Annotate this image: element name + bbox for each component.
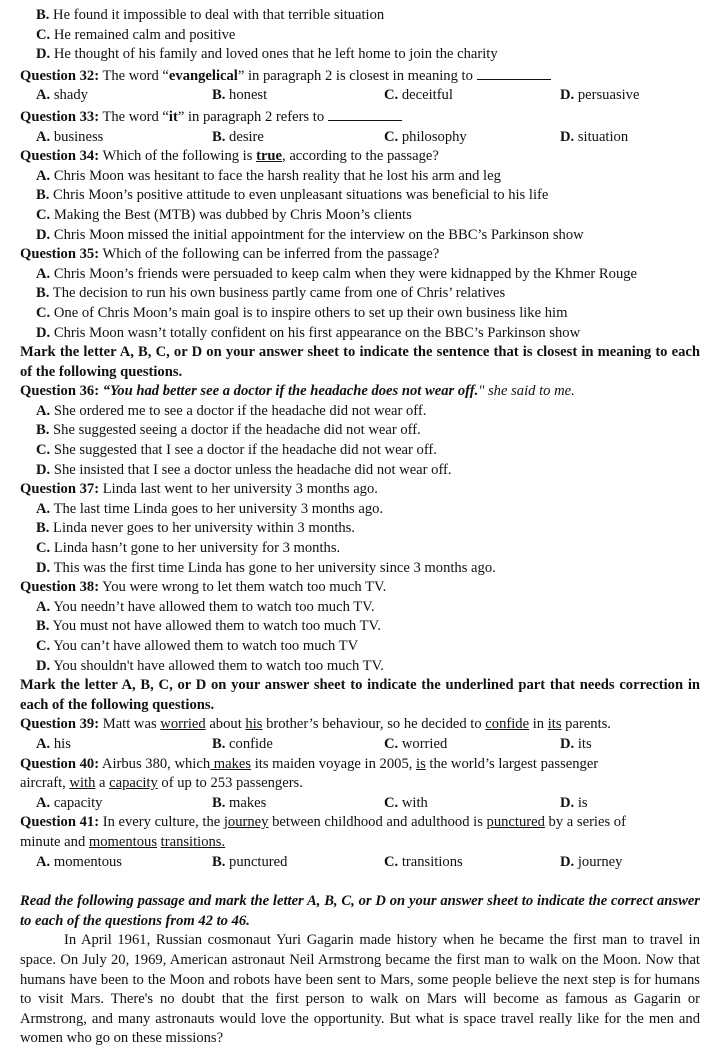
- q39-option-d[interactable]: D. its: [560, 735, 592, 752]
- reading-passage: In April 1961, Russian cosmonaut Yuri Gagarin made history when he became the first man to travel in space. On July 20, 1969, American astronaut Neil Armstrong became the first man to walk on the Moon. Now that humans have been to the Moon and robots have been sent to Mars, some people believe the next step is for humans to visit Mars. There's no doubt that the first person to walk on Mars will become as famous as Gagarin or Armstrong, and many astronauts would love the opportunity. But what is space travel really like for the men and women who go on these missions?: [20, 932, 700, 1047]
- q39-option-b[interactable]: B. confide: [212, 735, 273, 752]
- q37-option-b[interactable]: B. Linda never goes to her university within 3 months.: [36, 520, 356, 537]
- q39-option-c[interactable]: C. worried: [384, 735, 448, 752]
- q37-option-c[interactable]: C. Linda hasn’t gone to her university for 3 months.: [36, 540, 341, 557]
- question-39: [20, 715, 700, 754]
- q35-option-a[interactable]: A. Chris Moon’s friends were persuaded to keep calm when they were kidnapped by the Khmer Rouge: [36, 265, 638, 282]
- q33-option-a[interactable]: A. business: [36, 128, 104, 145]
- q32-options: [20, 86, 700, 106]
- q35-option-d[interactable]: D. Chris Moon wasn’t totally confident on his first appearance on the BBC’s Parkinson show: [36, 324, 581, 341]
- instruction-error-correction: Mark the letter A, B, C, or D on your answer sheet to indicate the underlined part that needs correction in each of the following questions.: [20, 677, 700, 713]
- q38-stem: Question 38: You were wrong to let them watch too much TV.: [20, 579, 387, 596]
- q32-option-d[interactable]: D. persuasive: [560, 87, 640, 104]
- q38-option-a[interactable]: A. You needn’t have allowed them to watch too much TV.: [36, 598, 375, 615]
- answer-blank: [328, 106, 402, 121]
- q31-options: [20, 6, 700, 65]
- q36-option-c[interactable]: C. She suggested that I see a doctor if the headache did not wear off.: [36, 442, 437, 459]
- q34-option-c[interactable]: C. Making the Best (MTB) was dubbed by Chris Moon’s clients: [36, 206, 412, 223]
- q34-option-b[interactable]: B. Chris Moon’s positive attitude to even unpleasant situations was beneficial to his life: [36, 187, 549, 204]
- q37-option-d[interactable]: D. This was the first time Linda has gone to her university since 3 months ago.: [36, 559, 496, 576]
- q41-stem-line1: Question 41: In every culture, the journey between childhood and adulthood is punctured by a series of: [20, 814, 626, 831]
- question-38: [20, 578, 700, 676]
- q41-option-d[interactable]: D. journey: [560, 853, 623, 870]
- q36-option-b[interactable]: B. She suggested seeing a doctor if the headache did not wear off.: [36, 422, 421, 439]
- q41-options: [20, 853, 700, 873]
- q37-stem: Question 37: Linda last went to her university 3 months ago.: [20, 481, 378, 498]
- q34-option-d[interactable]: D. Chris Moon missed the initial appointment for the interview on the BBC’s Parkinson show: [36, 226, 584, 243]
- q34-stem: Question 34: Which of the following is true, according to the passage?: [20, 148, 439, 165]
- q33-option-d[interactable]: D. situation: [560, 128, 629, 145]
- q40-option-a[interactable]: A. capacity: [36, 794, 103, 811]
- q33-option-b[interactable]: B. desire: [212, 128, 264, 145]
- q40-stem-line2: aircraft, with a capacity of up to 253 passengers.: [20, 775, 303, 792]
- q33-stem: Question 33: The word “it” in paragraph 2 refers to: [20, 106, 700, 128]
- q35-stem: Question 35: Which of the following can be inferred from the passage?: [20, 246, 440, 263]
- question-32: [20, 65, 700, 106]
- instruction-reading-passage: Read the following passage and mark the letter A, B, C, or D on your answer sheet to indicate the correct answer to each of the questions from 42 to 46.: [20, 893, 700, 929]
- q39-options: [20, 735, 700, 755]
- q40-option-c[interactable]: C. with: [384, 794, 428, 811]
- instruction-closest-meaning: Mark the letter A, B, C, or D on your answer sheet to indicate the sentence that is closest in meaning to each of the following questions.: [20, 344, 700, 380]
- q36-option-a[interactable]: A. She ordered me to see a doctor if the headache did not wear off.: [36, 402, 427, 419]
- q33-options: [20, 128, 700, 148]
- q36-stem: Question 36: “You had better see a doctor if the headache does not wear off." she said to me.: [20, 383, 575, 400]
- question-36: [20, 382, 700, 480]
- q32-option-c[interactable]: C. deceitful: [384, 87, 453, 104]
- q40-stem-line1: Question 40: Airbus 380, which makes its maiden voyage in 2005, is the world’s largest passenger: [20, 755, 599, 772]
- question-37: [20, 480, 700, 578]
- q39-stem: Question 39: Matt was worried about his brother’s behaviour, so he decided to confide in its parents.: [20, 716, 611, 733]
- q32-stem: Question 32: The word “evangelical” in paragraph 2 is closest in meaning to: [20, 65, 700, 87]
- question-40: [20, 755, 700, 814]
- question-41: [20, 813, 700, 872]
- q37-option-a[interactable]: A. The last time Linda goes to her university 3 months ago.: [36, 500, 384, 517]
- q39-option-a[interactable]: A. his: [36, 735, 71, 752]
- spacer: [20, 872, 700, 892]
- q32-option-b[interactable]: B. honest: [212, 87, 268, 104]
- q41-option-a[interactable]: A. momentous: [36, 853, 122, 870]
- q40-option-b[interactable]: B. makes: [212, 794, 267, 811]
- q38-option-b[interactable]: B. You must not have allowed them to watch too much TV.: [36, 618, 381, 635]
- q35-option-c[interactable]: C. One of Chris Moon’s main goal is to inspire others to set up their own business like him: [36, 304, 568, 321]
- question-35: [20, 245, 700, 343]
- q38-option-d[interactable]: D. You shouldn't have allowed them to watch too much TV.: [36, 657, 384, 674]
- q35-option-b[interactable]: B. The decision to run his own business partly came from one of Chris’ relatives: [36, 285, 506, 302]
- q33-option-c[interactable]: C. philosophy: [384, 128, 467, 145]
- q40-options: [20, 794, 700, 814]
- q31-option-b[interactable]: B. He found it impossible to deal with that terrible situation: [36, 7, 385, 23]
- q41-stem-line2: minute and momentous transitions.: [20, 833, 226, 850]
- q41-option-b[interactable]: B. punctured: [212, 853, 288, 870]
- q38-option-c[interactable]: C. You can’t have allowed them to watch too much TV: [36, 638, 359, 654]
- q31-option-d[interactable]: D. He thought of his family and loved ones that he left home to join the charity: [36, 46, 498, 63]
- question-33: [20, 106, 700, 147]
- q41-option-c[interactable]: C. transitions: [384, 853, 463, 870]
- question-34: [20, 147, 700, 245]
- q40-option-d[interactable]: D. is: [560, 794, 588, 811]
- q34-option-a[interactable]: A. Chris Moon was hesitant to face the harsh reality that he lost his arm and leg: [36, 167, 501, 184]
- q36-option-d[interactable]: D. She insisted that I see a doctor unless the headache did not wear off.: [36, 461, 452, 478]
- q32-option-a[interactable]: A. shady: [36, 87, 88, 104]
- answer-blank: [477, 65, 551, 80]
- q31-option-c[interactable]: C. He remained calm and positive: [36, 26, 236, 43]
